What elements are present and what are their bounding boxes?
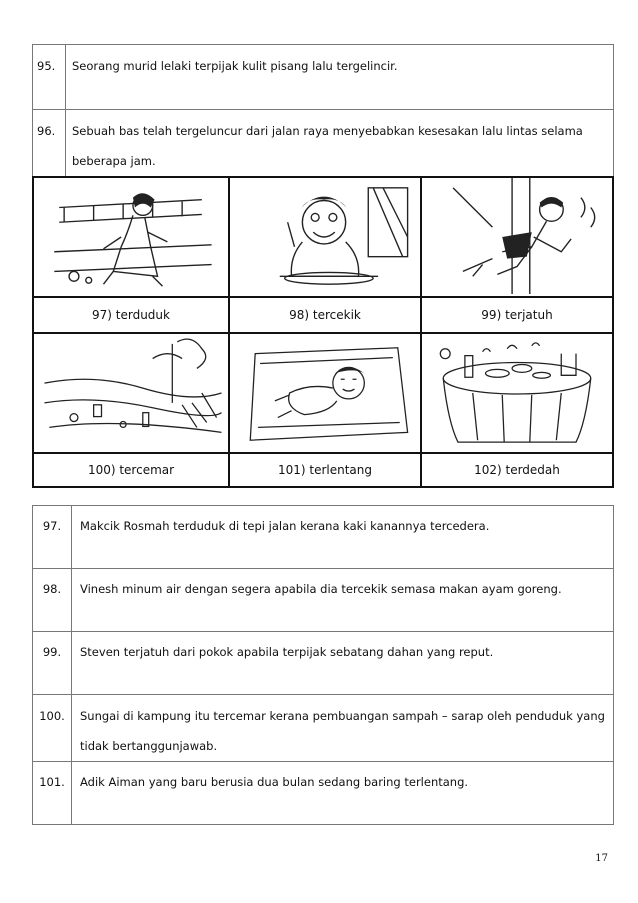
row-number: 98. (33, 569, 72, 632)
table-row (33, 632, 614, 695)
table-row (33, 762, 614, 825)
picture-cell (422, 178, 612, 298)
row-number: 97. (33, 506, 72, 569)
sentence-table-bottom (32, 505, 614, 825)
picture-cell (34, 334, 230, 454)
row-sentence: Seorang murid lelaki terpijak kulit pisang lalu tergelincir. (66, 45, 614, 110)
sentence-table-top (32, 44, 614, 177)
uncovered-food-table-icon (422, 334, 612, 452)
row-sentence: Adik Aiman yang baru berusia dua bulan sedang baring terlentang. (72, 762, 614, 825)
woman-sitting-roadside-icon (34, 178, 228, 296)
picture-cell (422, 334, 612, 454)
picture-caption: 100) tercemar (34, 454, 230, 486)
picture-caption: 97) terduduk (34, 298, 230, 334)
row-number: 99. (33, 632, 72, 695)
table-row (33, 45, 614, 110)
table-row (33, 569, 614, 632)
row-number: 101. (33, 762, 72, 825)
table-row (33, 110, 614, 177)
baby-lying-on-back-icon (230, 334, 420, 452)
row-sentence: Sebuah bas telah tergeluncur dari jalan raya menyebabkan kesesakan lalu lintas selama beberapa jam. (66, 110, 614, 177)
picture-cell (230, 178, 422, 298)
page-number: 17 (595, 853, 608, 864)
row-number: 96. (33, 110, 66, 177)
boy-falling-from-tree-icon (422, 178, 612, 296)
table-row (33, 695, 614, 762)
picture-caption: 98) tercekik (230, 298, 422, 334)
picture-cell (230, 334, 422, 454)
picture-grid (32, 176, 614, 488)
picture-cell (34, 178, 230, 298)
row-number: 100. (33, 695, 72, 762)
row-number: 95. (33, 45, 66, 110)
picture-caption: 101) terlentang (230, 454, 422, 486)
row-sentence: Makcik Rosmah terduduk di tepi jalan kerana kaki kanannya tercedera. (72, 506, 614, 569)
row-sentence: Vinesh minum air dengan segera apabila dia tercekik semasa makan ayam goreng. (72, 569, 614, 632)
boy-choking-icon (230, 178, 420, 296)
row-sentence: Sungai di kampung itu tercemar kerana pembuangan sampah – sarap oleh penduduk yang tidak bertanggunjawab. (72, 695, 614, 762)
row-sentence: Steven terjatuh dari pokok apabila terpijak sebatang dahan yang reput. (72, 632, 614, 695)
picture-caption: 102) terdedah (474, 463, 560, 477)
picture-caption: 99) terjatuh (422, 298, 612, 334)
table-row (33, 506, 614, 569)
polluted-river-icon (34, 334, 228, 452)
